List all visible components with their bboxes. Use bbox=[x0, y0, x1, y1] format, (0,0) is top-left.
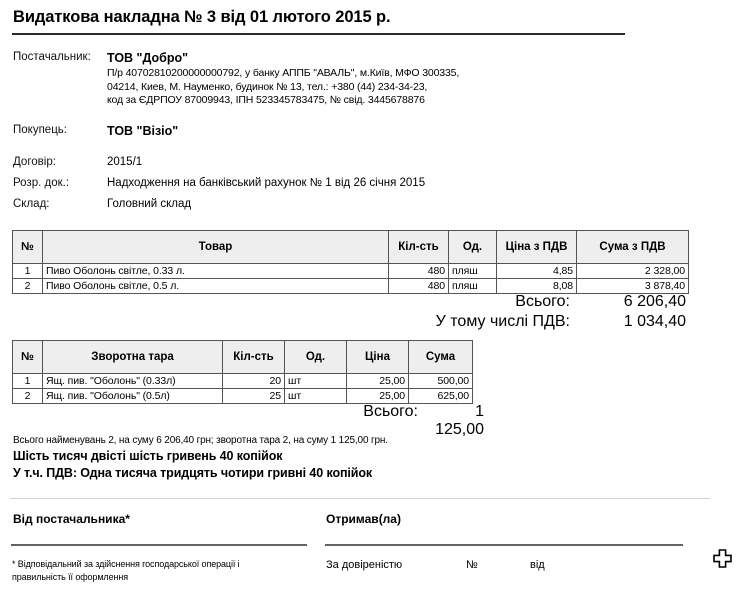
footer-divider bbox=[10, 498, 710, 499]
settlement-doc-row bbox=[13, 176, 713, 191]
contract-label: Договір: bbox=[13, 155, 56, 168]
goods-header-qty: Кіл-сть bbox=[389, 231, 449, 264]
goods-vat-value: 1 034,40 bbox=[623, 313, 686, 330]
packaging-header-sum: Сума bbox=[409, 341, 473, 374]
goods-cell-no: 2 bbox=[13, 279, 43, 294]
summary-counts-line: Всього найменувань 2, на суму 6 206,40 грн; зворотна тара 2, на суму 1 125,00 грн. bbox=[13, 435, 388, 446]
supplier-row bbox=[13, 50, 713, 108]
buyer-row bbox=[13, 123, 713, 140]
goods-vat-label: У тому числі ПДВ: bbox=[435, 313, 570, 330]
supplier-bank-line: П/р 40702810200000000792, у банку АППБ "АВАЛЬ", м.Київ, МФО 300335, bbox=[107, 67, 460, 79]
supplier-label: Постачальник: bbox=[13, 51, 91, 63]
packaging-cell-price: 25,00 bbox=[347, 389, 409, 404]
supplier-name: ТОВ "Добро" bbox=[107, 51, 189, 65]
goods-cell-price: 8,08 bbox=[497, 279, 577, 294]
packaging-header-price: Ціна bbox=[347, 341, 409, 374]
receiver-signature-title: Отримав(ла) bbox=[326, 512, 401, 526]
goods-cell-name: Пиво Оболонь світле, 0.33 л. bbox=[43, 264, 389, 279]
goods-header-no: № bbox=[13, 231, 43, 264]
goods-cell-qty: 480 bbox=[389, 279, 449, 294]
packaging-header-no: № bbox=[13, 341, 43, 374]
summary-block bbox=[13, 434, 713, 482]
proxy-label: За довіреністю bbox=[326, 559, 403, 571]
packaging-cell-no: 2 bbox=[13, 389, 43, 404]
settlement-doc-label: Розр. док.: bbox=[13, 176, 70, 189]
buyer-label: Покупець: bbox=[13, 123, 67, 136]
table-row bbox=[13, 389, 473, 404]
goods-header-unit: Од. bbox=[449, 231, 497, 264]
spacer-after-supplier bbox=[13, 108, 713, 123]
packaging-total-label: Всього: bbox=[363, 403, 418, 420]
supplier-address-line: 04214, Киев, М. Науменко, будинок № 13, тел.: +380 (44) 234-34-23, bbox=[107, 80, 428, 93]
packaging-total-value: 1 125,00 bbox=[435, 403, 484, 438]
packaging-table-header-row bbox=[13, 341, 473, 374]
warehouse-value: Головний склад bbox=[107, 197, 192, 210]
warehouse-label: Склад: bbox=[13, 197, 50, 210]
goods-cell-unit: пляш bbox=[449, 279, 497, 294]
goods-cell-sum: 3 878,40 bbox=[577, 279, 689, 294]
proxy-date-label: від bbox=[530, 559, 545, 571]
parties-meta-block bbox=[13, 50, 713, 212]
proxy-number-label: № bbox=[466, 559, 478, 571]
packaging-cell-unit: шт bbox=[285, 389, 347, 404]
goods-header-sum: Сума з ПДВ bbox=[577, 231, 689, 264]
supplier-value bbox=[107, 50, 713, 108]
crosshair-plus-cursor-icon bbox=[713, 549, 732, 568]
supplier-registration-line: код за ЄДРПОУ 87009943, ІПН 523345783475, № свід. 3445678876 bbox=[107, 94, 425, 106]
packaging-cell-sum: 500,00 bbox=[409, 374, 473, 389]
packaging-header-name: Зворотна тара bbox=[43, 341, 223, 374]
summary-amount-in-words: Шість тисяч двісті шість гривень 40 копійок bbox=[13, 449, 283, 463]
table-row bbox=[13, 264, 689, 279]
packaging-cell-unit: шт bbox=[285, 374, 347, 389]
supplier-signature-title: Від постачальника* bbox=[13, 512, 130, 526]
goods-cell-sum: 2 328,00 bbox=[577, 264, 689, 279]
packaging-cell-qty: 25 bbox=[223, 389, 285, 404]
goods-table-header-row bbox=[13, 231, 689, 264]
goods-total-label: Всього: bbox=[515, 293, 570, 310]
goods-cell-price: 4,85 bbox=[497, 264, 577, 279]
goods-total-value: 6 206,40 bbox=[623, 293, 686, 310]
packaging-header-unit: Од. bbox=[285, 341, 347, 374]
footnote-line-2: правильність її оформлення bbox=[12, 571, 128, 582]
goods-table bbox=[12, 230, 689, 294]
goods-cell-unit: пляш bbox=[449, 264, 497, 279]
returnable-packaging-table bbox=[12, 340, 473, 404]
packaging-cell-sum: 625,00 bbox=[409, 389, 473, 404]
goods-header-name: Товар bbox=[43, 231, 389, 264]
title-divider bbox=[12, 33, 625, 35]
receiver-signature-line[interactable] bbox=[325, 544, 683, 546]
packaging-cell-name: Ящ. пив. "Оболонь" (0.5л) bbox=[43, 389, 223, 404]
packaging-cell-no: 1 bbox=[13, 374, 43, 389]
spacer-after-buyer bbox=[13, 140, 713, 155]
table-row bbox=[13, 279, 689, 294]
footnote-text bbox=[12, 558, 302, 583]
goods-cell-qty: 480 bbox=[389, 264, 449, 279]
summary-vat-in-words: У т.ч. ПДВ: Одна тисяча тридцять чотири гривні 40 копійок bbox=[13, 466, 373, 480]
packaging-cell-qty: 20 bbox=[223, 374, 285, 389]
settlement-doc-value: Надходження на банківський рахунок № 1 від 26 січня 2015 bbox=[107, 176, 426, 189]
goods-cell-no: 1 bbox=[13, 264, 43, 279]
contract-row bbox=[13, 155, 713, 170]
supplier-signature-line[interactable] bbox=[11, 544, 307, 546]
table-row bbox=[13, 374, 473, 389]
buyer-name: ТОВ "Візіо" bbox=[107, 123, 179, 138]
packaging-cell-price: 25,00 bbox=[347, 374, 409, 389]
warehouse-row bbox=[13, 197, 713, 212]
goods-cell-name: Пиво Оболонь світле, 0.5 л. bbox=[43, 279, 389, 294]
goods-header-price: Ціна з ПДВ bbox=[497, 231, 577, 264]
packaging-header-qty: Кіл-сть bbox=[223, 341, 285, 374]
footnote-line-1: * Відповідальний за здійснення господарської операції і bbox=[12, 559, 240, 569]
contract-value: 2015/1 bbox=[107, 155, 143, 168]
buyer-value bbox=[107, 123, 713, 140]
page-title: Видаткова накладна № 3 від 01 лютого 2015 р. bbox=[13, 8, 391, 26]
packaging-cell-name: Ящ. пив. "Оболонь" (0.33л) bbox=[43, 374, 223, 389]
